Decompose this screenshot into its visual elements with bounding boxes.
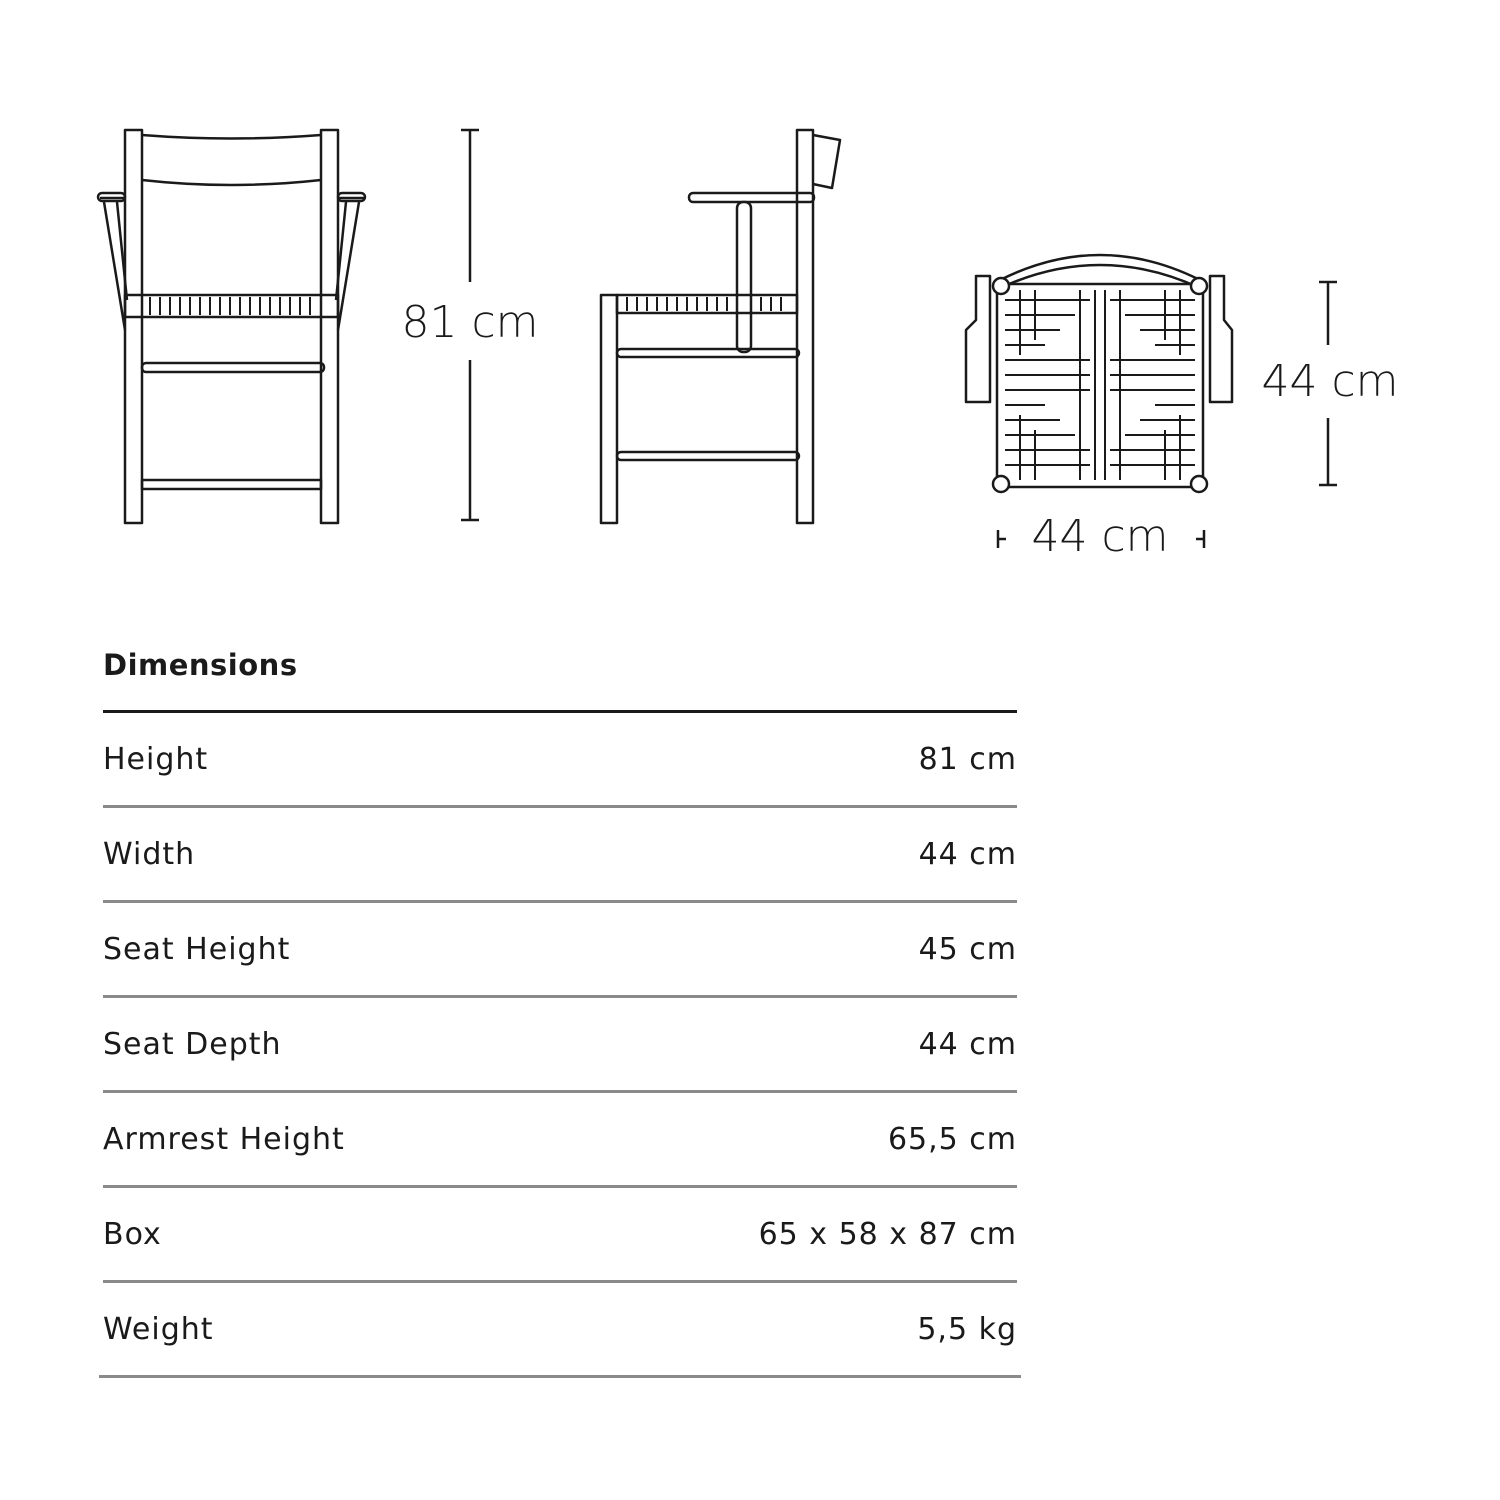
height-dimension-label: 81 cm: [401, 297, 539, 348]
table-row: [103, 713, 1017, 808]
dimensions-table: [103, 640, 1017, 1378]
row-value: 5,5 kg: [917, 1311, 1017, 1347]
row-label: Box: [103, 1216, 162, 1252]
width-dimension-label: 44 cm: [1031, 511, 1169, 562]
table-row: [103, 1093, 1017, 1188]
dimensions-heading: Dimensions: [103, 640, 1017, 713]
side-view-chair: [601, 130, 840, 523]
row-label: Width: [103, 836, 196, 872]
table-row: [103, 903, 1017, 998]
row-label: Seat Height: [103, 931, 291, 967]
table-row: [103, 998, 1017, 1093]
table-row: [99, 1283, 1021, 1378]
row-value: 65,5 cm: [887, 1121, 1017, 1157]
front-seat-weave: [150, 297, 310, 315]
front-view-chair: [98, 130, 365, 523]
dimensions-rows: [103, 713, 1017, 1378]
row-value: 81 cm: [918, 741, 1017, 777]
chair-drawings: [0, 0, 1500, 600]
row-value: 44 cm: [918, 836, 1017, 872]
row-label: Height: [103, 741, 209, 777]
table-row: [103, 808, 1017, 903]
top-view-chair: [966, 255, 1232, 492]
table-row: [103, 1188, 1017, 1283]
top-seat-weave: [1005, 290, 1195, 480]
row-label: Weight: [103, 1311, 214, 1347]
row-label: Seat Depth: [103, 1026, 282, 1062]
row-value: 45 cm: [918, 931, 1017, 967]
side-seat-weave: [627, 297, 781, 311]
depth-dimension-label: 44 cm: [1261, 356, 1399, 407]
row-value: 65 x 58 x 87 cm: [758, 1216, 1017, 1252]
row-label: Armrest Height: [103, 1121, 345, 1157]
row-value: 44 cm: [918, 1026, 1017, 1062]
